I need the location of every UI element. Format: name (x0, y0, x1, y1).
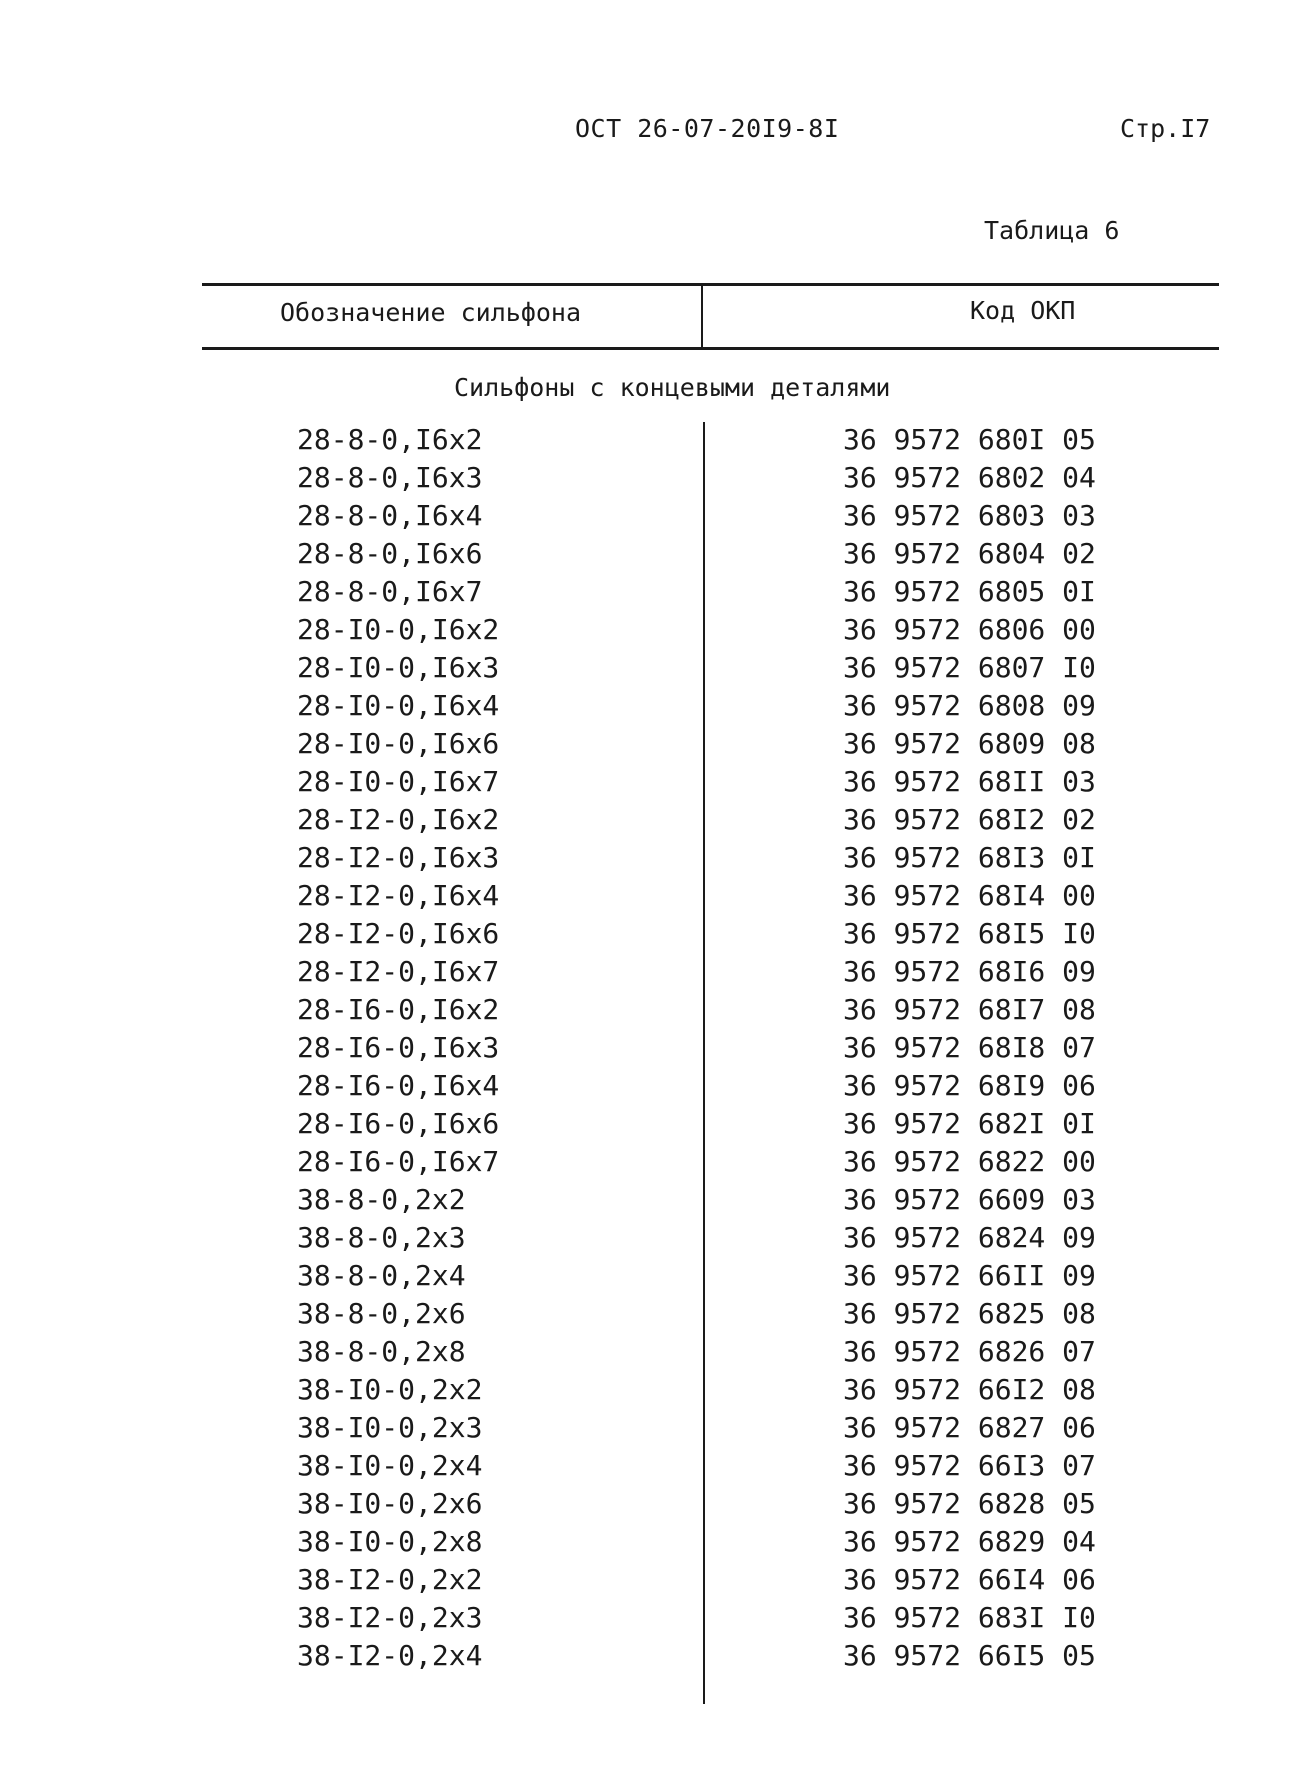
bellows-designation: 28-8-0,I6x3 (297, 461, 483, 494)
table-row (0, 1257, 1294, 1295)
bellows-designation: 28-I6-0,I6x4 (297, 1069, 500, 1102)
bellows-designation: 28-I2-0,I6x6 (297, 917, 500, 950)
bellows-designation: 38-8-0,2x8 (297, 1335, 466, 1368)
table-row (0, 1029, 1294, 1067)
page-number: Стр.I7 (1120, 114, 1211, 143)
okp-code: 36 9572 66II 09 (843, 1259, 1096, 1292)
document-code: ОСТ 26-07-20I9-8I (575, 114, 840, 143)
table-row (0, 953, 1294, 991)
bellows-designation: 38-I0-0,2x8 (297, 1525, 483, 1558)
table-body (0, 421, 1294, 1675)
bellows-designation: 38-8-0,2x6 (297, 1297, 466, 1330)
bellows-designation: 38-I0-0,2x3 (297, 1411, 483, 1444)
bellows-designation: 28-I6-0,I6x2 (297, 993, 500, 1026)
okp-code: 36 9572 6802 04 (843, 461, 1096, 494)
okp-code: 36 9572 68I3 0I (843, 841, 1096, 874)
okp-code: 36 9572 683I I0 (843, 1601, 1096, 1634)
table-row (0, 991, 1294, 1029)
table-row (0, 1067, 1294, 1105)
bellows-designation: 38-I0-0,2x4 (297, 1449, 483, 1482)
bellows-designation: 28-8-0,I6x4 (297, 499, 483, 532)
okp-code: 36 9572 68I4 00 (843, 879, 1096, 912)
table-row (0, 573, 1294, 611)
bellows-designation: 38-8-0,2x3 (297, 1221, 466, 1254)
table-row (0, 1105, 1294, 1143)
okp-code: 36 9572 680I 05 (843, 423, 1096, 456)
bellows-designation: 38-I2-0,2x3 (297, 1601, 483, 1634)
bellows-designation: 28-I0-0,I6x2 (297, 613, 500, 646)
table-row (0, 915, 1294, 953)
okp-code: 36 9572 68I6 09 (843, 955, 1096, 988)
bellows-designation: 28-I0-0,I6x4 (297, 689, 500, 722)
bellows-designation: 28-I2-0,I6x4 (297, 879, 500, 912)
table-row (0, 497, 1294, 535)
bellows-designation: 28-I6-0,I6x6 (297, 1107, 500, 1140)
bellows-designation: 28-I0-0,I6x7 (297, 765, 500, 798)
table-row (0, 763, 1294, 801)
okp-code: 36 9572 6806 00 (843, 613, 1096, 646)
table-row (0, 801, 1294, 839)
table-row (0, 421, 1294, 459)
table-row (0, 687, 1294, 725)
okp-code: 36 9572 68I7 08 (843, 993, 1096, 1026)
table-row (0, 1485, 1294, 1523)
okp-code: 36 9572 68I5 I0 (843, 917, 1096, 950)
table-row (0, 1371, 1294, 1409)
bellows-designation: 28-I2-0,I6x3 (297, 841, 500, 874)
bellows-designation: 28-I6-0,I6x7 (297, 1145, 500, 1178)
table-row (0, 1599, 1294, 1637)
bellows-designation: 38-I0-0,2x2 (297, 1373, 483, 1406)
column-header-designation: Обозначение сильфона (280, 298, 582, 327)
okp-code: 36 9572 6803 03 (843, 499, 1096, 532)
okp-code: 36 9572 6822 00 (843, 1145, 1096, 1178)
bellows-designation: 28-8-0,I6x7 (297, 575, 483, 608)
okp-code: 36 9572 6807 I0 (843, 651, 1096, 684)
table-row (0, 1219, 1294, 1257)
table-row (0, 725, 1294, 763)
bellows-designation: 38-I2-0,2x2 (297, 1563, 483, 1596)
table-row (0, 611, 1294, 649)
bellows-designation: 28-I0-0,I6x3 (297, 651, 500, 684)
table-row (0, 1523, 1294, 1561)
table-row (0, 1561, 1294, 1599)
okp-code: 36 9572 6609 03 (843, 1183, 1096, 1216)
table-row (0, 1333, 1294, 1371)
table-top-rule (202, 283, 1219, 286)
okp-code: 36 9572 6809 08 (843, 727, 1096, 760)
okp-code: 36 9572 6825 08 (843, 1297, 1096, 1330)
section-title: Сильфоны с концевыми деталями (454, 373, 891, 402)
table-row (0, 1447, 1294, 1485)
okp-code: 36 9572 68I2 02 (843, 803, 1096, 836)
table-header-bottom-rule (202, 347, 1219, 350)
okp-code: 36 9572 6824 09 (843, 1221, 1096, 1254)
bellows-designation: 38-8-0,2x4 (297, 1259, 466, 1292)
header-column-divider (701, 286, 703, 348)
table-row (0, 839, 1294, 877)
okp-code: 36 9572 6804 02 (843, 537, 1096, 570)
okp-code: 36 9572 68I8 07 (843, 1031, 1096, 1064)
table-row (0, 1143, 1294, 1181)
bellows-designation: 28-I2-0,I6x2 (297, 803, 500, 836)
okp-code: 36 9572 66I3 07 (843, 1449, 1096, 1482)
table-row (0, 649, 1294, 687)
okp-code: 36 9572 66I5 05 (843, 1639, 1096, 1672)
table-row (0, 1295, 1294, 1333)
table-row (0, 1637, 1294, 1675)
bellows-designation: 28-8-0,I6x6 (297, 537, 483, 570)
table-row (0, 877, 1294, 915)
bellows-designation: 38-8-0,2x2 (297, 1183, 466, 1216)
okp-code: 36 9572 6827 06 (843, 1411, 1096, 1444)
table-title: Таблица 6 (984, 216, 1120, 245)
okp-code: 36 9572 6808 09 (843, 689, 1096, 722)
table-row (0, 535, 1294, 573)
bellows-designation: 28-I0-0,I6x6 (297, 727, 500, 760)
okp-code: 36 9572 66I2 08 (843, 1373, 1096, 1406)
bellows-designation: 38-I0-0,2x6 (297, 1487, 483, 1520)
okp-code: 36 9572 6805 0I (843, 575, 1096, 608)
bellows-designation: 38-I2-0,2x4 (297, 1639, 483, 1672)
bellows-designation: 28-I6-0,I6x3 (297, 1031, 500, 1064)
table-row (0, 459, 1294, 497)
table-row (0, 1409, 1294, 1447)
okp-code: 36 9572 6829 04 (843, 1525, 1096, 1558)
table-row (0, 1181, 1294, 1219)
bellows-designation: 28-8-0,I6x2 (297, 423, 483, 456)
bellows-designation: 28-I2-0,I6x7 (297, 955, 500, 988)
okp-code: 36 9572 68I9 06 (843, 1069, 1096, 1102)
okp-code: 36 9572 6828 05 (843, 1487, 1096, 1520)
okp-code: 36 9572 68II 03 (843, 765, 1096, 798)
okp-code: 36 9572 682I 0I (843, 1107, 1096, 1140)
okp-code: 36 9572 6826 07 (843, 1335, 1096, 1368)
column-header-okp-code: Код ОКП (970, 296, 1076, 325)
okp-code: 36 9572 66I4 06 (843, 1563, 1096, 1596)
